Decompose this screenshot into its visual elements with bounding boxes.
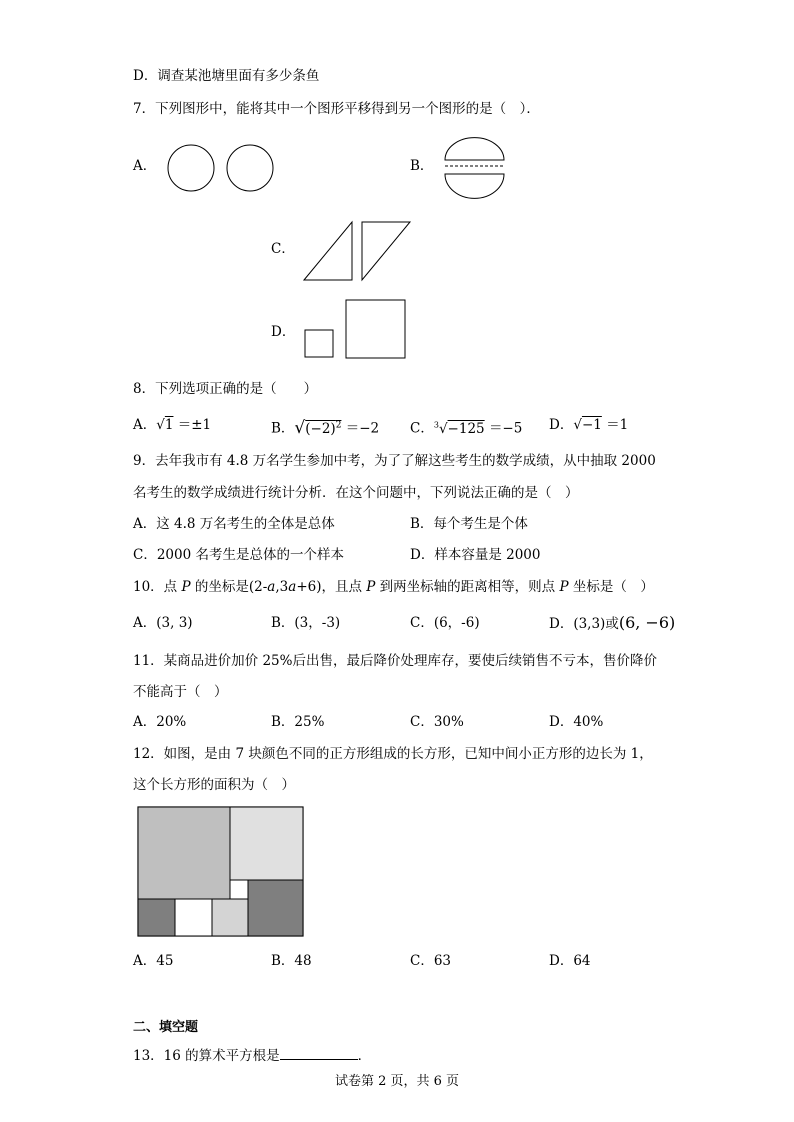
- q8-c-rhs: ＝−5: [488, 420, 523, 437]
- q10-stem-part: 的坐标是(2-: [190, 579, 268, 595]
- q10-var-p: P: [559, 579, 569, 595]
- q10-stem-part: ,3: [275, 579, 289, 595]
- q8-b-root: [294, 417, 342, 438]
- q12-option-d[interactable]: D．64: [549, 953, 591, 969]
- q8-b-radicand: (−2): [305, 420, 336, 437]
- q8-label-c: C．: [410, 420, 434, 437]
- q10-option-d[interactable]: [549, 614, 675, 633]
- q12-square-large: [138, 807, 230, 899]
- q8-label-d: D．: [549, 417, 574, 433]
- q8-a-radicand: 1: [164, 417, 174, 433]
- q13: [133, 1045, 371, 1065]
- section-title: 二、填空题: [133, 1020, 199, 1035]
- q9-stem-line2: 名考生的数学成绩进行统计分析．在这个问题中，下列说法正确的是（ ）: [133, 485, 579, 501]
- q12-option-b[interactable]: B．48: [271, 953, 312, 969]
- q8-label-a: A．: [133, 417, 157, 433]
- q11-stem-line1: 11．某商品进价加价 25%后出售，最后降价处理库存，要使后续销售不亏本，售价降价: [133, 653, 657, 669]
- q10-option-a[interactable]: A．(3, 3): [133, 615, 193, 631]
- q8-a-root: [156, 417, 173, 433]
- q12-square-center-small: [230, 880, 248, 899]
- q12-stem-line2: 这个长方形的面积为（ ）: [133, 777, 295, 793]
- q9-stem-line1: 9．去年我市有 4.8 万名学生参加中考，为了了解这些考生的数学成绩，从中抽取 2000: [133, 453, 656, 469]
- q8-b-rhs: ＝−2: [345, 420, 380, 437]
- q10-stem-part: 坐标是（ ）: [568, 579, 654, 595]
- q10-stem: [133, 578, 654, 596]
- q12-square-lower-center: [212, 899, 248, 936]
- q12-square-lower-mid: [175, 899, 212, 936]
- q8-d-rhs: ＝1: [606, 417, 629, 433]
- q8-label-b: B．: [271, 420, 295, 437]
- q10-var-p: P: [181, 579, 191, 595]
- q7-figure-c-triangles: [300, 218, 414, 284]
- q7-stem: 7．下列图形中，能将其中一个图形平移得到另一个图形的是（ ）．: [133, 101, 540, 117]
- page-footer: 试卷第 2 页，共 6 页: [334, 1074, 460, 1089]
- q13-stem: 13．16 的算术平方根是: [133, 1048, 280, 1064]
- q8-stem: 8．下列选项正确的是（ ）: [133, 381, 318, 397]
- q10-option-d-prefix: D．(3,3)或: [549, 616, 619, 632]
- q10-option-c[interactable]: C．(6，-6): [410, 615, 480, 631]
- q10-var-a: a: [267, 579, 276, 595]
- sqrt-sign-icon: √: [438, 420, 448, 437]
- q8-d-radicand: −1: [581, 417, 602, 433]
- q11-option-d[interactable]: D．40%: [549, 714, 604, 730]
- q8-d-root: [573, 417, 602, 433]
- q8-option-a[interactable]: [133, 416, 211, 434]
- q6-option-d: D．调查某池塘里面有多少条鱼: [133, 68, 320, 84]
- q7-label-a: A．: [133, 158, 157, 174]
- sqrt-sign-icon: √: [573, 417, 582, 433]
- q12-square-upper-right: [230, 807, 303, 880]
- q10-var-p: P: [366, 579, 376, 595]
- q10-var-a: a: [288, 579, 297, 595]
- q13-answer-blank[interactable]: [280, 1045, 358, 1060]
- q12-option-a[interactable]: A．45: [133, 953, 174, 969]
- q13-end: ．: [357, 1048, 372, 1064]
- q7-figure-b-half-circles: [440, 134, 510, 206]
- sqrt-sign-icon: √: [156, 417, 165, 433]
- q7-figure-d-squares: [302, 298, 410, 362]
- q10-stem-part: +6)，且点: [296, 579, 367, 595]
- q11-stem-line2: 不能高于（ ）: [133, 684, 228, 700]
- q9-option-b[interactable]: B．每个考生是个体: [410, 516, 528, 532]
- q11-option-c[interactable]: C．30%: [410, 714, 464, 730]
- q7-label-c: C．: [271, 241, 295, 257]
- q12-square-lower-left: [138, 899, 175, 936]
- q8-a-rhs: ＝±1: [177, 417, 212, 433]
- q7-label-d: D．: [271, 324, 296, 340]
- q8-c-index: 3: [433, 420, 439, 429]
- q10-stem-part: 到两坐标轴的距离相等，则点: [375, 579, 560, 595]
- q8-c-radicand: −125: [447, 420, 485, 437]
- q8-b-exponent: 2: [335, 420, 342, 430]
- q8-option-c[interactable]: [410, 416, 522, 438]
- q11-option-b[interactable]: B．25%: [271, 714, 325, 730]
- q9-option-c[interactable]: C．2000 名考生是总体的一个样本: [133, 547, 344, 563]
- q8-option-b[interactable]: [271, 416, 379, 438]
- q7-label-b: B．: [410, 158, 434, 174]
- q7-figure-a-two-circles: [162, 140, 282, 196]
- q12-figure-rectangle-squares: [137, 806, 305, 938]
- q10-stem-part: 10．点: [133, 579, 182, 595]
- q11-option-a[interactable]: A．20%: [133, 714, 187, 730]
- q9-option-a[interactable]: A．这 4.8 万名考生的全体是总体: [133, 516, 335, 532]
- q8-c-root: [434, 421, 485, 437]
- q12-option-c[interactable]: C．63: [410, 953, 452, 969]
- q8-option-d[interactable]: [549, 416, 628, 434]
- q12-square-lower-right: [248, 880, 303, 936]
- q10-option-d-coord: (6, −6): [618, 613, 676, 632]
- q12-stem-line1: 12．如图，是由 7 块颜色不同的正方形组成的长方形，已知中间小正方形的边长为 1，: [133, 746, 653, 762]
- q10-option-b[interactable]: B．(3，-3): [271, 615, 341, 631]
- q8-b-radicand-group: [305, 421, 341, 437]
- sqrt-sign-icon: √: [294, 417, 306, 438]
- q9-option-d[interactable]: D．样本容量是 2000: [410, 547, 541, 563]
